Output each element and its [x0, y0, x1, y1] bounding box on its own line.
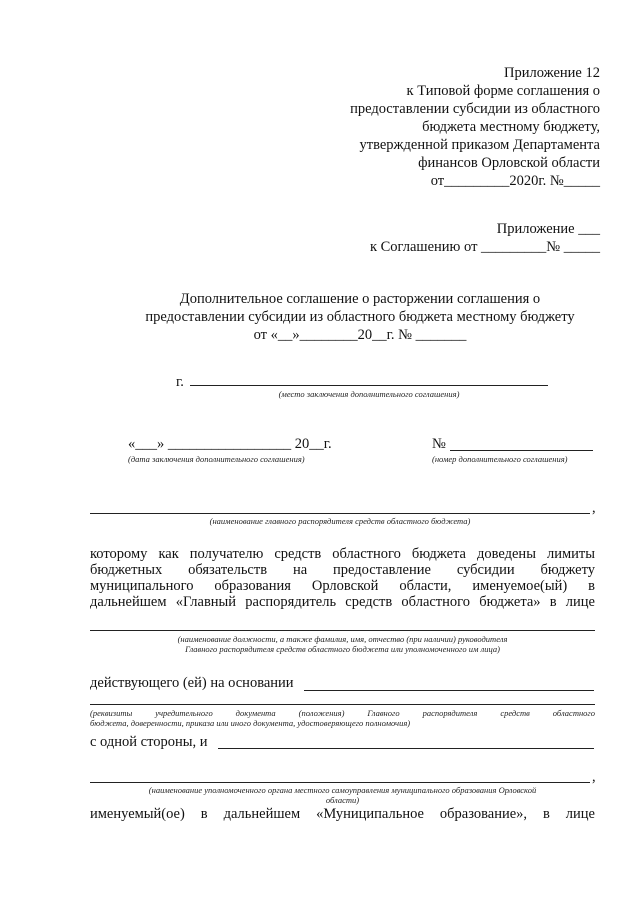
header-line: предоставлении субсидии из областного	[350, 101, 600, 117]
head-caption-line: (наименование должности, а также фамилия, имя, отчество (при наличии) руководителя	[177, 634, 508, 644]
basis-caption-line: бюджета, доверенности, приказа или иного документа, удостоверяющего полномочия)	[90, 718, 411, 728]
one-side-label: с одной стороны, и	[90, 734, 208, 750]
header-line: к Типовой форме соглашения о	[406, 83, 600, 99]
place-caption: (место заключения дополнительного соглашения)	[278, 389, 460, 399]
header-line: финансов Орловской области	[418, 155, 600, 171]
place-prefix: г.	[176, 374, 184, 390]
date-field[interactable]: «___» _________________ 20__г.	[128, 436, 332, 452]
header-block	[350, 64, 600, 190]
distributor-field[interactable]	[90, 513, 590, 514]
head-name-field[interactable]	[90, 630, 595, 631]
place-field[interactable]	[190, 385, 548, 386]
date-caption: (дата заключения дополнительного соглашения)	[128, 454, 305, 464]
municipal-field[interactable]	[90, 782, 590, 783]
title-line: Дополнительное соглашение о расторжении соглашения о	[179, 291, 541, 307]
head-caption	[90, 634, 595, 654]
paragraph-line: муниципального образования Орловской области, именуемое(ый) в	[90, 578, 595, 594]
title-line: предоставлении субсидии из областного бюджета местному бюджету	[145, 309, 575, 325]
appendix-line: Приложение ___	[496, 221, 600, 237]
municipal-caption-line: (наименование уполномоченного органа местного самоуправления муниципального образования Орловской	[148, 785, 537, 795]
number-caption: (номер дополнительного соглашения)	[432, 454, 568, 464]
header-line: от_________2020г. №_____	[430, 173, 600, 189]
basis-caption	[90, 708, 595, 728]
basis-label: действующего (ей) на основании	[90, 675, 294, 691]
basis-caption-line: (реквизиты учредительного документа (положения) Главного распорядителя средств областного	[90, 708, 595, 718]
last-line: именуемый(ое) в дальнейшем «Муниципальное образование», в лице	[90, 806, 595, 822]
municipal-caption-line: области)	[325, 795, 360, 805]
counterparty-field[interactable]	[218, 748, 594, 749]
number-field[interactable]	[450, 450, 593, 451]
municipal-caption	[90, 785, 595, 805]
distributor-comma: ,	[592, 500, 596, 516]
paragraph-line: дальнейшем «Главный распорядитель средств областного бюджета» в лице	[90, 594, 595, 610]
head-caption-line: Главного распорядителя средств областного бюджета или уполномоченного им лица)	[185, 644, 500, 654]
header-line: утвержденной приказом Департамента	[359, 137, 600, 153]
basis-field-line2[interactable]	[90, 704, 595, 705]
appendix-line: к Соглашению от _________№ _____	[369, 239, 600, 255]
appendix-block	[370, 220, 600, 256]
document-title	[80, 290, 640, 344]
paragraph-line: которому как получателю средств областного бюджета доведены лимиты	[90, 546, 595, 562]
municipal-comma: ,	[592, 769, 596, 785]
header-line: Приложение 12	[504, 65, 600, 81]
basis-field[interactable]	[304, 690, 594, 691]
header-line: бюджета местному бюджету,	[422, 119, 600, 135]
title-line: от «__»________20__г. № _______	[253, 327, 467, 343]
paragraph-line: бюджетных обязательств на предоставление субсидии бюджету	[90, 562, 595, 578]
paragraph-distributor	[90, 546, 595, 610]
distributor-caption: (наименование главного распорядителя средств областного бюджета)	[209, 516, 471, 526]
number-prefix: №	[432, 436, 446, 452]
